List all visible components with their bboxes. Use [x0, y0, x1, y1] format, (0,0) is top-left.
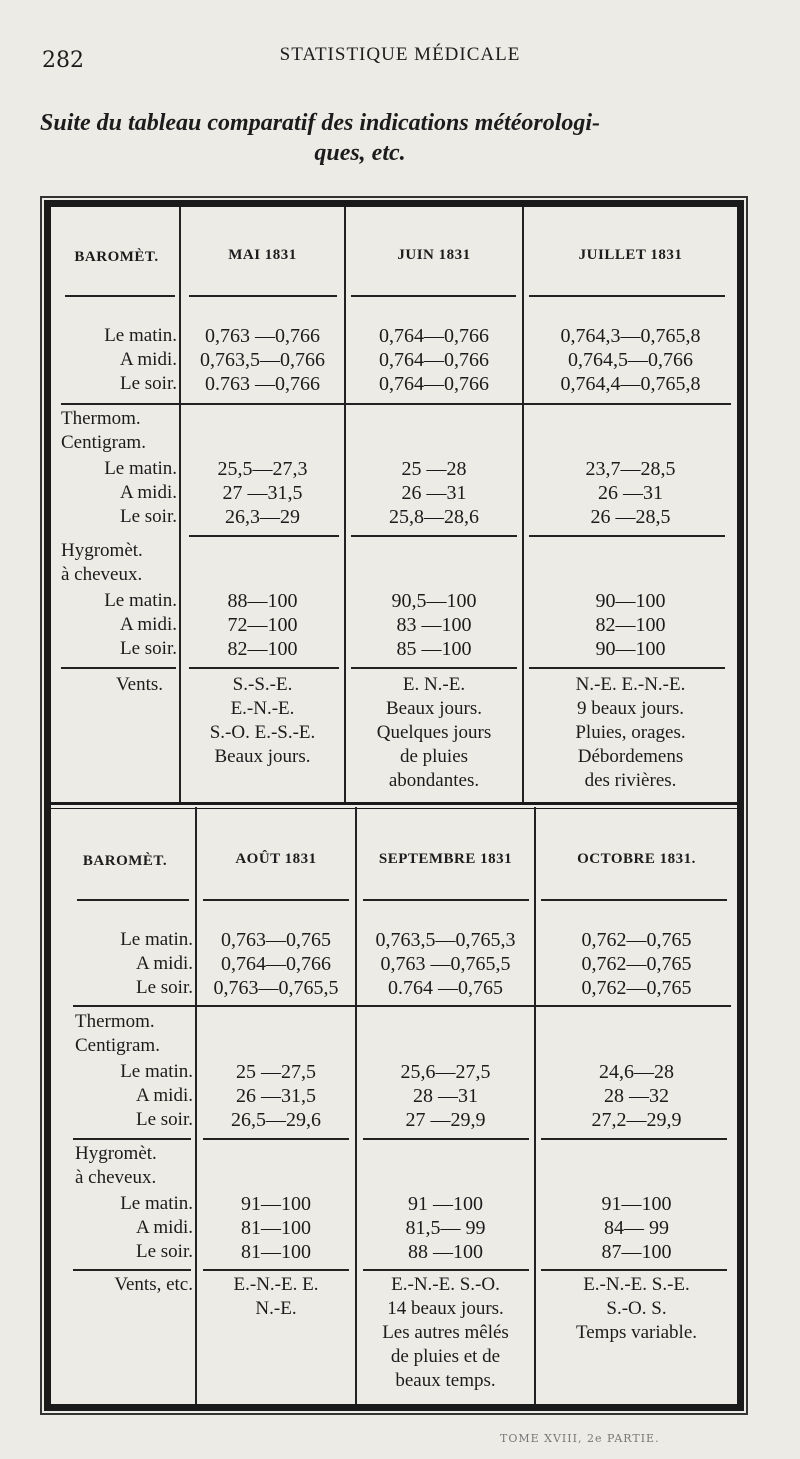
section-title: Hygromèt. à cheveux.: [75, 1143, 157, 1188]
row-rule: [351, 535, 517, 537]
row-rule: [73, 1005, 731, 1007]
row-rule: [189, 535, 339, 537]
row-label: Le soir.: [120, 506, 177, 527]
row-rule: [541, 1269, 727, 1271]
row-label: Le soir.: [136, 1241, 193, 1262]
cell-value: 88 —100: [408, 1241, 483, 1263]
row-rule: [189, 295, 337, 297]
cell-value: 28 —31: [413, 1085, 478, 1107]
row-label: A midi.: [119, 614, 177, 635]
section-title: Thermom. Centigram.: [75, 1011, 160, 1056]
row-label: Le matin.: [120, 1193, 193, 1214]
row-label: Le soir.: [120, 373, 177, 394]
row-rule: [61, 667, 176, 669]
row-label: Le soir.: [136, 1109, 193, 1130]
month-header: OCTOBRE 1831.: [577, 851, 696, 867]
cell-value: 0.764 —0,765: [388, 977, 503, 999]
cell-value: 26,3—29: [225, 506, 300, 528]
cell-value: E.-N.-E. S.-O. 14 beaux jours. Les autres mêlés de pluies et de beaux temps.: [382, 1274, 509, 1391]
cell-value: 0,763 —0,766: [205, 325, 320, 347]
row-label: A midi.: [135, 953, 193, 974]
row-label: Le matin.: [120, 929, 193, 950]
row-rule: [73, 1269, 191, 1271]
cell-value: 26 —31: [401, 482, 467, 504]
table-block-2: [51, 807, 737, 1404]
cell-value: 25 —27,5: [236, 1061, 316, 1083]
caption-line-2: ques, etc.: [314, 140, 406, 166]
cell-value: 23,7—28,5: [585, 458, 676, 480]
table-frame: [44, 200, 744, 1411]
row-rule: [541, 1138, 727, 1140]
cell-value: 0,763,5—0,765,3: [375, 929, 516, 951]
page-footer-signature: TOME XVIII, 2e PARTIE.: [500, 1432, 660, 1445]
row-rule: [73, 1138, 191, 1140]
cell-value: 82—100: [227, 638, 298, 660]
cell-value: 82—100: [595, 614, 666, 636]
cell-value: 0.763 —0,766: [205, 373, 320, 395]
cell-value: 25 —28: [401, 458, 467, 480]
row-rule: [351, 667, 517, 669]
section-title: Thermom. Centigram.: [61, 408, 146, 453]
section-title: Hygromèt. à cheveux.: [61, 540, 143, 585]
row-rule: [351, 295, 516, 297]
month-header: JUILLET 1831: [578, 247, 683, 263]
row-rule: [65, 295, 175, 297]
cell-value: 0,763—0,765: [221, 929, 331, 951]
row-label: Vents, etc.: [114, 1274, 193, 1295]
cell-value: 85 —100: [396, 638, 472, 660]
month-header: SEPTEMBRE 1831: [378, 851, 513, 867]
cell-value: 0,764—0,766: [379, 373, 489, 395]
header-row-label: BAROMÈT.: [74, 249, 159, 265]
cell-value: 0,762—0,765: [581, 953, 692, 975]
cell-value: 25,5—27,3: [217, 458, 308, 480]
cell-value: E. N.-E. Beaux jours. Quelques jours de pluies abondantes.: [376, 674, 492, 791]
cell-value: 0,764,3—0,765,8: [560, 325, 701, 347]
cell-value: 25,8—28,6: [389, 506, 479, 528]
cell-value: 0,764—0,766: [379, 349, 489, 371]
row-label: Vents.: [116, 674, 163, 695]
cell-value: 72—100: [227, 614, 298, 636]
cell-value: 28 —32: [604, 1085, 669, 1107]
cell-value: 81—100: [241, 1217, 311, 1239]
cell-value: 0,763,5—0,766: [200, 349, 325, 371]
cell-value: 90—100: [595, 638, 666, 660]
row-rule: [363, 899, 529, 901]
cell-value: 90,5—100: [391, 590, 477, 612]
cell-value: E.-N.-E. E. N.-E.: [233, 1274, 319, 1319]
row-label: Le matin.: [120, 1061, 193, 1082]
page-number: 282: [42, 48, 84, 73]
row-rule: [77, 899, 189, 901]
cell-value: 26,5—29,6: [231, 1109, 321, 1131]
row-label: A midi.: [135, 1217, 193, 1238]
cell-value: 88—100: [227, 590, 298, 612]
row-rule: [203, 1269, 349, 1271]
cell-value: 0,763 —0,765,5: [380, 953, 511, 975]
cell-value: 81—100: [241, 1241, 311, 1263]
cell-value: 0,763—0,765,5: [213, 977, 339, 999]
cell-value: 0,764—0,766: [379, 325, 489, 347]
row-label: Le matin.: [104, 325, 177, 346]
cell-value: 0,764,4—0,765,8: [560, 373, 701, 395]
cell-value: 91—100: [241, 1193, 311, 1215]
row-label: Le soir.: [120, 638, 177, 659]
row-rule: [61, 403, 731, 405]
cell-value: 0,764,5—0,766: [568, 349, 693, 371]
row-label: Le matin.: [104, 590, 177, 611]
row-label: A midi.: [135, 1085, 193, 1106]
row-label: Le matin.: [104, 458, 177, 479]
cell-value: 26 —28,5: [590, 506, 671, 528]
row-rule: [363, 1269, 529, 1271]
cell-value: E.-N.-E. S.-E. S.-O. S. Temps variable.: [575, 1274, 698, 1343]
row-label: A midi.: [119, 482, 177, 503]
cell-value: N.-E. E.-N.-E. 9 beaux jours. Pluies, orages. Débordemens des rivières.: [575, 674, 686, 791]
cell-value: 0,764—0,766: [221, 953, 331, 975]
cell-value: 81,5— 99: [405, 1217, 486, 1239]
cell-value: 26 —31: [598, 482, 663, 504]
month-header: JUIN 1831: [397, 247, 471, 263]
table-caption: [40, 108, 740, 168]
row-rule: [529, 295, 725, 297]
cell-value: 84— 99: [604, 1217, 669, 1239]
month-header: MAI 1831: [228, 247, 297, 263]
row-rule: [529, 667, 725, 669]
cell-value: 27 —29,9: [405, 1109, 486, 1131]
row-rule: [203, 1138, 349, 1140]
cell-value: 90—100: [595, 590, 666, 612]
cell-value: 25,6—27,5: [400, 1061, 491, 1083]
table-block-1: [51, 207, 737, 805]
cell-value: S.-S.-E. E.-N.-E. S.-O. E.-S.-E. Beaux jours.: [209, 674, 316, 767]
cell-value: 26 —31,5: [236, 1085, 316, 1107]
row-rule: [363, 1138, 529, 1140]
row-rule: [189, 667, 339, 669]
cell-value: 0,762—0,765: [581, 977, 692, 999]
row-label: Le soir.: [136, 977, 193, 998]
row-label: A midi.: [119, 349, 177, 370]
cell-value: 83 —100: [396, 614, 472, 636]
cell-value: 27,2—29,9: [591, 1109, 682, 1131]
cell-value: 91—100: [601, 1193, 672, 1215]
cell-value: 91 —100: [408, 1193, 483, 1215]
row-rule: [529, 535, 725, 537]
header-row-label: BAROMÈT.: [82, 853, 168, 869]
cell-value: 87—100: [601, 1241, 672, 1263]
cell-value: 27 —31,5: [222, 482, 303, 504]
caption-line-1: Suite du tableau comparatif des indications météorologi-: [40, 110, 601, 136]
running-head: STATISTIQUE MÉDICALE: [279, 44, 521, 65]
month-header: AOÛT 1831: [235, 851, 317, 867]
row-rule: [541, 899, 727, 901]
cell-value: 24,6—28: [599, 1061, 674, 1083]
row-rule: [203, 899, 349, 901]
cell-value: 0,762—0,765: [581, 929, 692, 951]
